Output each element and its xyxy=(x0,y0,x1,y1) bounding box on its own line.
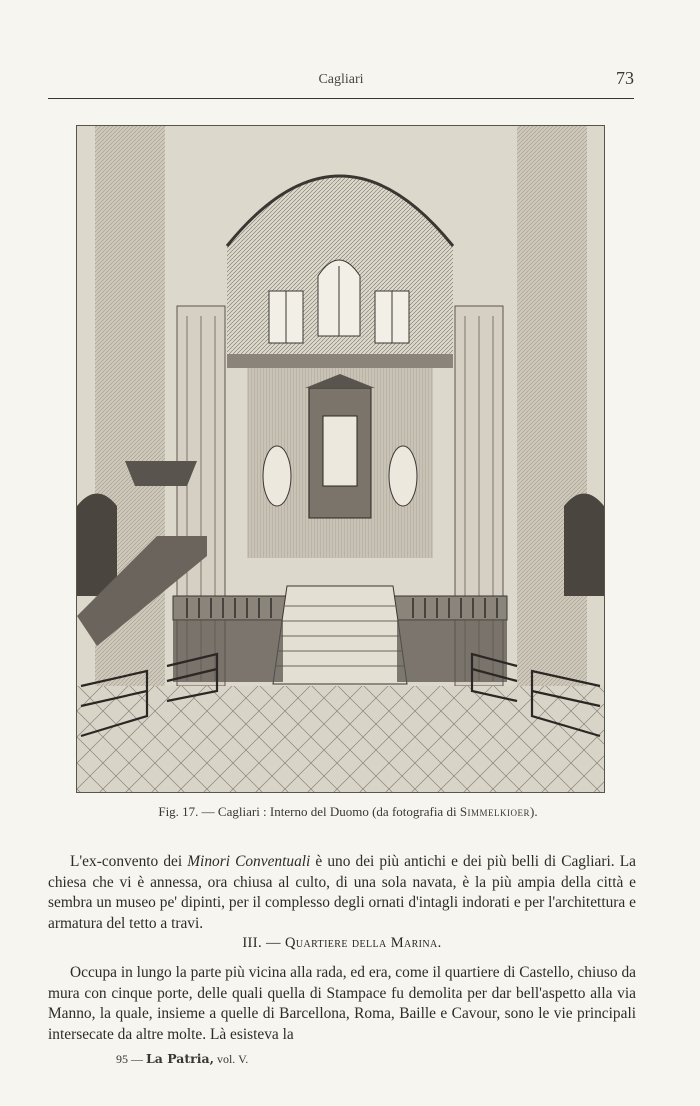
running-head: Cagliari xyxy=(318,72,364,87)
caption-text: Fig. 17. — Cagliari : Interno del Duomo (da fotografia di xyxy=(158,804,457,819)
footer-signature: 95 — xyxy=(116,1052,143,1066)
footer-volume: vol. V. xyxy=(216,1052,249,1066)
caption-suffix: ). xyxy=(530,804,538,819)
page-footer xyxy=(116,1051,248,1067)
cathedral-engraving xyxy=(76,125,605,793)
section-heading: III. — Quartiere della Marina. xyxy=(242,935,442,951)
paragraph-emphasis: Minori Conventuali xyxy=(187,853,311,870)
paragraph-body: è uno dei più antichi e dei più belli di Cagliari. La chiesa che vi è annessa, ora chiusa al culto, di una sola navata, è la più ampia della città e sembra un museo pe' dipinti, per il complesso degli ornati d'intagli indorati e per l'architettura e armatura del tetto a travi. xyxy=(48,853,636,932)
page-number: 73 xyxy=(616,68,634,88)
figure-caption xyxy=(48,804,648,820)
caption-credit: Simmelkioer xyxy=(459,804,531,819)
paragraph-lead: L'ex-convento dei xyxy=(70,853,183,870)
paragraph-marina xyxy=(48,963,636,1045)
paragraph-marina-text: Occupa in lungo la parte più vicina alla rada, ed era, come il quartiere di Castello, chiuso da mura con cinque porte, delle quali quella di Stampace fu demolita per dar bell'aspetto alla via Manno, la quale, insieme a quelle di Barcellona, Roma, Baille e Cavour, sono le vie principali intersecate da altre molte. Là esisteva la xyxy=(48,964,636,1043)
paragraph-minori-conventuali xyxy=(48,852,636,934)
page-header xyxy=(48,64,634,99)
footer-title: La Patria, xyxy=(146,1051,214,1066)
